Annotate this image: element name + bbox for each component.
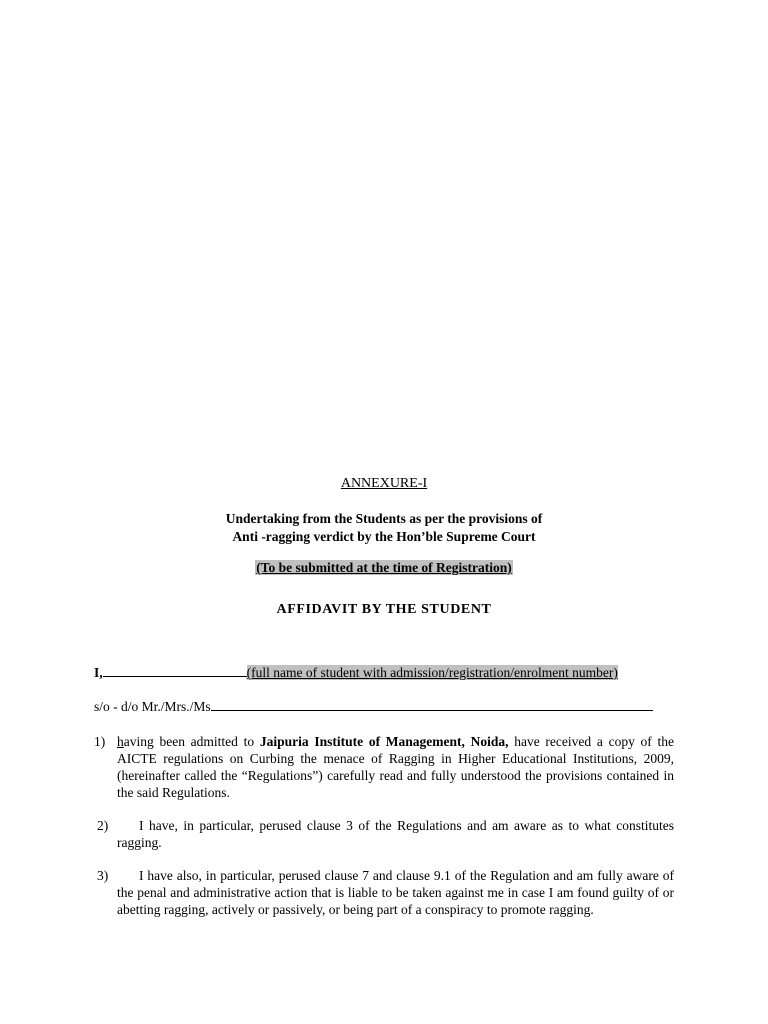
clause-body: I have also, in particular, perused clause 7 and clause 9.1 of the Regulation and am fully aware of the penal and administrative action that is liable to be taken against me in case I am found guilty of or abetting ragging, actively or passively, or being part of a conspiracy to promote ragging. [117, 868, 674, 917]
clause-text-after: have received a copy of the AICTE regulations on Curbing the menace of Ragging in Higher Educational Institutions, 2009, (hereinafter called the “Regulations”) carefully read and fully understood the provisions contained in the said Regulations. [117, 734, 675, 800]
clause-text-before: aving been admitted to [123, 734, 260, 749]
clause-1 [94, 733, 674, 801]
clause-body [117, 733, 674, 801]
annexure-title: ANNEXURE-I [340, 476, 428, 491]
parent-prefix: s/o - d/o Mr./Mrs./Ms [94, 699, 211, 714]
clause-first-letter: h [117, 734, 124, 749]
clause-number: 3) [97, 868, 109, 883]
undertaking-heading [0, 510, 768, 546]
undertaking-line-2: Anti -ragging verdict by the Hon’ble Supreme Court [232, 529, 536, 544]
student-name-blank[interactable] [103, 665, 247, 677]
clause-2 [94, 817, 674, 851]
student-name-hint: (full name of student with admission/registration/enrolment number) [246, 665, 618, 680]
submission-note-text: (To be submitted at the time of Registration) [256, 560, 512, 575]
parent-name-blank[interactable] [211, 699, 653, 711]
affidavit-title: AFFIDAVIT BY THE STUDENT [276, 602, 492, 617]
clause-body: I have, in particular, perused clause 3 of the Regulations and am aware as to what constitutes ragging. [117, 818, 674, 850]
institute-name: Jaipuria Institute of Management, Noida, [259, 734, 509, 749]
clause-number: 1) [94, 734, 106, 749]
clause-3 [94, 867, 674, 918]
name-prefix: I, [94, 665, 103, 680]
undertaking-line-1: Undertaking from the Students as per the provisions of [225, 511, 543, 526]
student-name-line [94, 665, 618, 681]
parent-name-line [94, 699, 653, 715]
submission-note [0, 560, 768, 576]
clause-number: 2) [97, 818, 109, 833]
